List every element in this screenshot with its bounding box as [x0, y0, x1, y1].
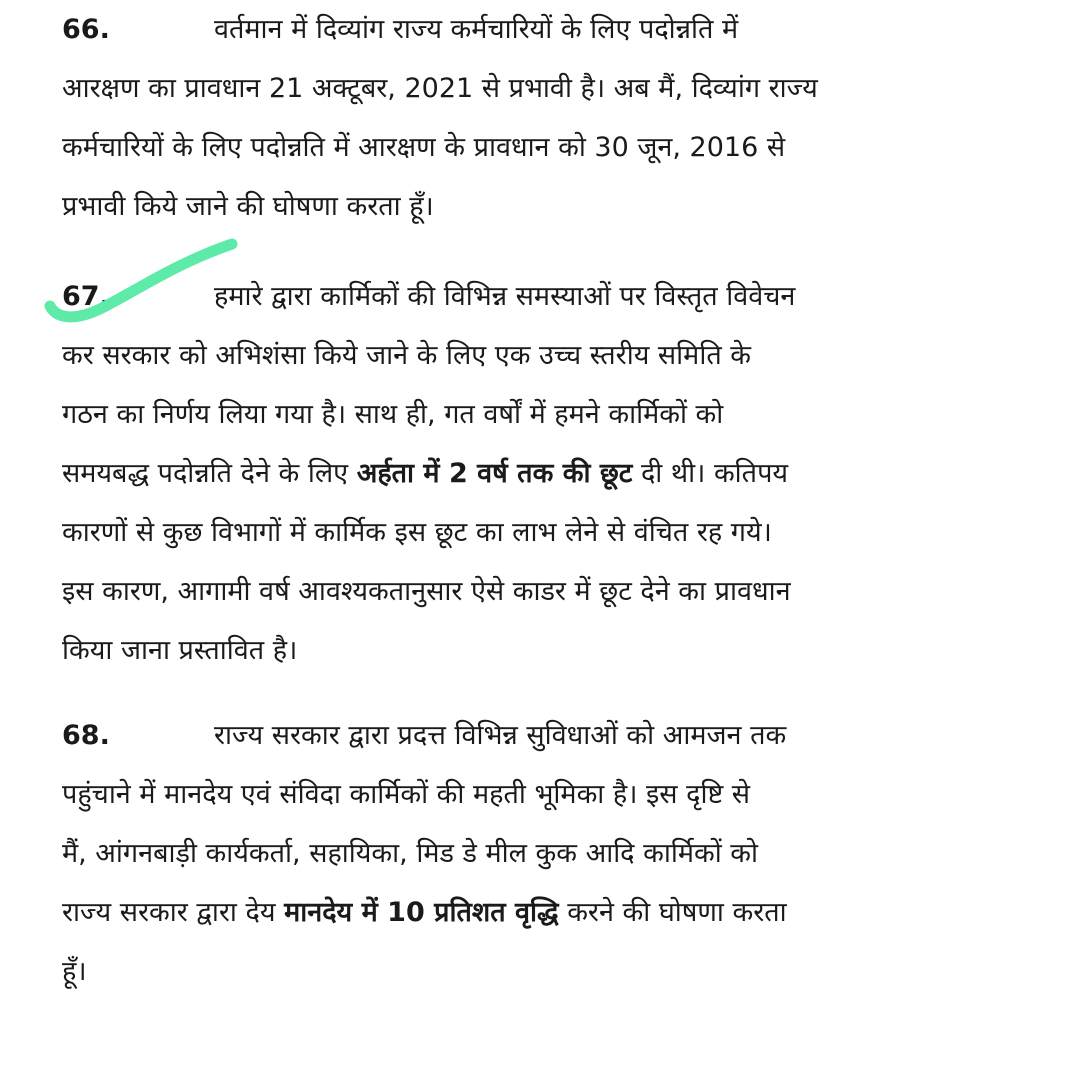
- line-text: [62, 883, 787, 942]
- paragraph-line: किया जाना प्रस्तावित है।: [62, 635, 298, 666]
- paragraph-line: कारणों से कुछ विभागों में कार्मिक इस छूट का लाभ लेने से वंचित रह गये।: [62, 517, 772, 548]
- paragraph-number: 66.: [62, 14, 110, 45]
- bold-phrase: मानदेय में 10 प्रतिशत वृद्धि: [284, 897, 559, 928]
- paragraph-text: [214, 267, 978, 326]
- paragraph-line: प्रभावी किये जाने की घोषणा करता हूँ।: [62, 191, 434, 222]
- bold-phrase: अर्हता में 2 वर्ष तक की छूट: [356, 458, 633, 489]
- paragraph-line-with-bold: [62, 444, 978, 503]
- paragraph-number: 68.: [62, 720, 110, 751]
- paragraph-line: कर्मचारियों के लिए पदोन्नति में आरक्षण के प्रावधान को 30 जून, 2016 से: [62, 132, 786, 163]
- text-after-bold: करने की घोषणा करता: [558, 897, 787, 928]
- paragraph-line: हूँ।: [62, 956, 87, 987]
- paragraph-text: [214, 0, 978, 59]
- line-text: हमारे द्वारा कार्मिकों की विभिन्न समस्याओं पर विस्तृत विवेचन: [214, 281, 796, 312]
- text-before-bold: राज्य सरकार द्वारा देय: [62, 897, 285, 928]
- paragraph-line: आरक्षण का प्रावधान 21 अक्टूबर, 2021 से प्रभावी है। अब मैं, दिव्यांग राज्य: [62, 73, 818, 104]
- paragraph-line-with-bold: [62, 883, 978, 942]
- paragraph-68: [62, 706, 978, 1001]
- paragraph-67: [62, 267, 978, 680]
- paragraph-first-line: [62, 267, 978, 326]
- paragraph-line: इस कारण, आगामी वर्ष आवश्यकतानुसार ऐसे काडर में छूट देने का प्रावधान: [62, 576, 791, 607]
- paragraph-first-line: [62, 0, 978, 59]
- line-text: राज्य सरकार द्वारा प्रदत्त विभिन्न सुविधाओं को आमजन तक: [214, 720, 787, 751]
- line-text: वर्तमान में दिव्यांग राज्य कर्मचारियों के लिए पदोन्नति में: [214, 14, 739, 45]
- text-after-bold: दी थी। कतिपय: [632, 458, 789, 489]
- line-text: [62, 444, 788, 503]
- paragraph-text: [214, 706, 978, 765]
- paragraph-first-line: [62, 706, 978, 765]
- paragraph-line: पहुंचाने में मानदेय एवं संविदा कार्मिकों की महती भूमिका है। इस दृष्टि से: [62, 779, 751, 810]
- text-before-bold: समयबद्ध पदोन्नति देने के लिए: [62, 458, 357, 489]
- document-page: [62, 0, 978, 1074]
- paragraph-line: गठन का निर्णय लिया गया है। साथ ही, गत वर्षों में हमने कार्मिकों को: [62, 399, 724, 430]
- paragraph-line: कर सरकार को अभिशंसा किये जाने के लिए एक उच्च स्तरीय समिति के: [62, 340, 752, 371]
- paragraph-line: मैं, आंगनबाड़ी कार्यकर्ता, सहायिका, मिड डे मील कुक आदि कार्मिकों को: [62, 838, 759, 869]
- paragraph-number: 67.: [62, 281, 110, 312]
- paragraph-66: [62, 0, 978, 236]
